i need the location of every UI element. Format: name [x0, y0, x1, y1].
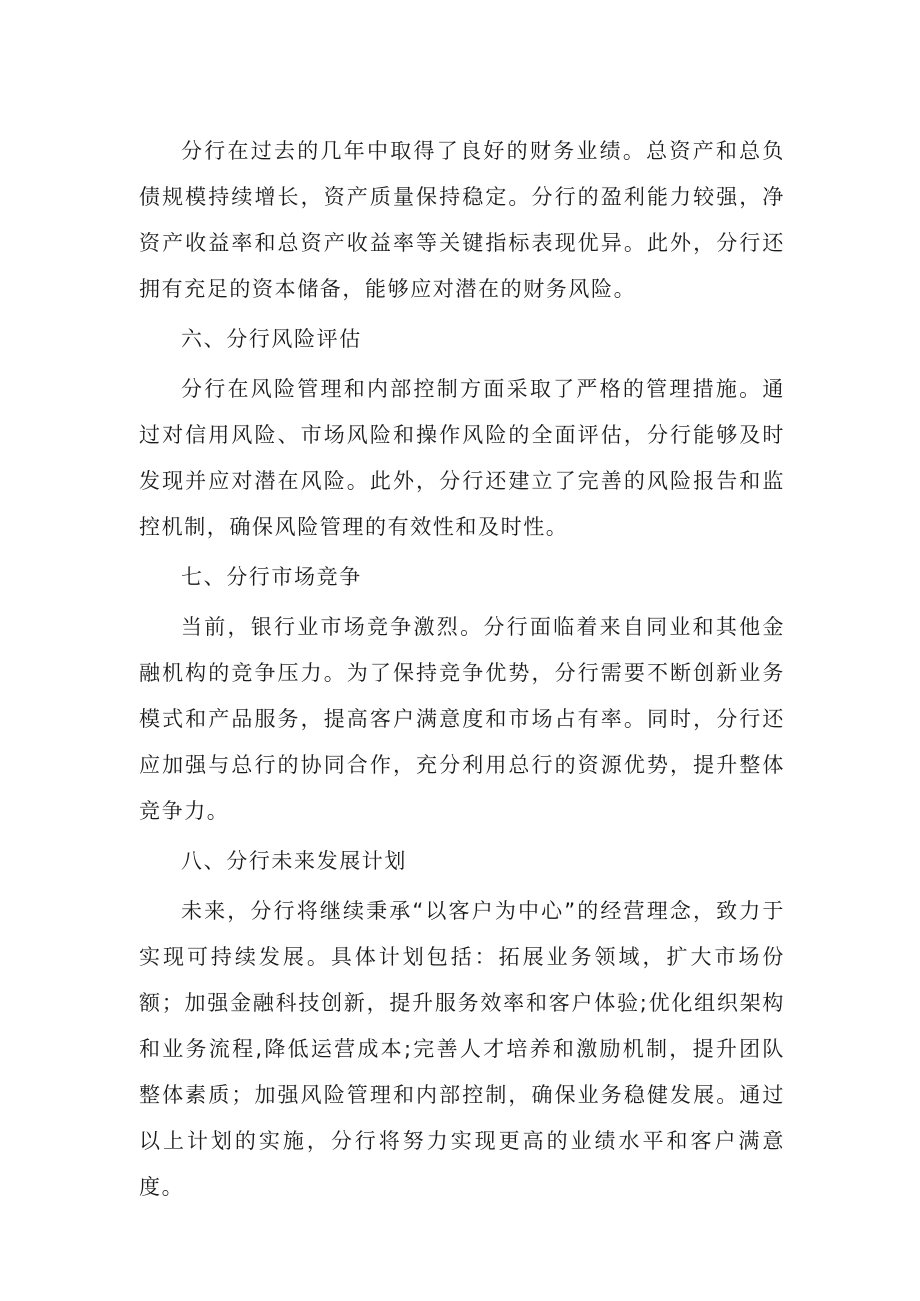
- heading-future-plan: 八、分行未来发展计划: [181, 849, 407, 873]
- paragraph-market-competition: 当前，银行业市场竞争激烈。分行面临着来自同业和其他金融机构的竞争压力。为了保持竞争优势，分行需要不断创新业务模式和产品服务，提高客户满意度和市场占有率。同时，分行还应加强与总行的协同合作，充分利用总行的资源优势，提升整体竞争力。: [139, 615, 785, 823]
- document-body: [139, 128, 785, 1210]
- paragraph-risk-assessment: 分行在风险管理和内部控制方面采取了严格的管理措施。通过对信用风险、市场风险和操作风险的全面评估，分行能够及时发现并应对潜在风险。此外，分行还建立了完善的风险报告和监控机制，确保风险管理的有效性和及时性。: [139, 377, 785, 539]
- heading-risk-assessment: 六、分行风险评估: [181, 327, 362, 351]
- paragraph-future-plan: 未来，分行将继续秉承“以客户为中心”的经营理念，致力于实现可持续发展。具体计划包括：拓展业务领域，扩大市场份额；加强金融科技创新，提升服务效率和客户体验;优化组织架构和业务流程,降低运营成本;完善人才培养和激励机制，提升团队整体素质；加强风险管理和内部控制，确保业务稳健发展。通过以上计划的实施，分行将努力实现更高的业绩水平和客户满意度。: [139, 899, 785, 1199]
- heading-market-competition: 七、分行市场竞争: [181, 565, 362, 589]
- paragraph-financial-performance: 分行在过去的几年中取得了良好的财务业绩。总资产和总负债规模持续增长，资产质量保持稳定。分行的盈利能力较强，净资产收益率和总资产收益率等关键指标表现优异。此外，分行还拥有充足的资本储备，能够应对潜在的财务风险。: [139, 139, 785, 301]
